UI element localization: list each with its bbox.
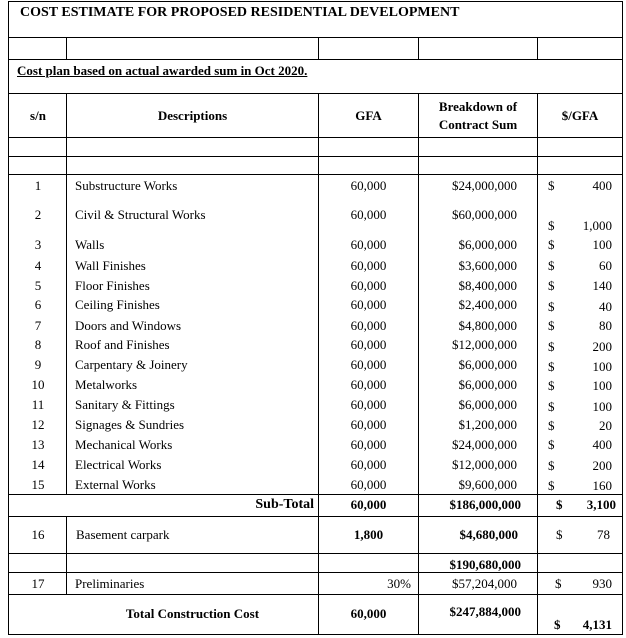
preliminaries-currency: $: [555, 576, 562, 591]
row-currency: $: [548, 478, 555, 493]
row-gfa: 60,000: [350, 178, 387, 193]
subtotal-rate: 3,100: [586, 497, 616, 512]
row-currency: $: [548, 437, 555, 452]
grid-line: [8, 553, 623, 554]
grid-line: [8, 572, 623, 573]
row-description: Floor Finishes: [75, 278, 150, 293]
row-sn: 6: [34, 297, 42, 312]
row-sn: 13: [31, 437, 45, 452]
preliminaries-rate: 930: [592, 576, 612, 591]
row-sn: 8: [34, 337, 42, 352]
total-currency: $: [554, 617, 561, 632]
row-description: External Works: [75, 477, 156, 492]
row-sn: 9: [34, 357, 42, 372]
row-sn: 10: [31, 377, 45, 392]
row-rate: 100: [592, 359, 612, 374]
row-rate: 200: [592, 458, 612, 473]
grid-line: [537, 93, 538, 634]
row-currency: $: [548, 278, 555, 293]
row-gfa: 60,000: [350, 237, 387, 252]
row-rate: 100: [592, 399, 612, 414]
row-rate: 200: [592, 339, 612, 354]
row-sn: 1: [34, 178, 42, 193]
running-total-sum: $190,680,000: [449, 557, 521, 572]
row-description: Ceiling Finishes: [75, 297, 160, 312]
row-currency: $: [548, 458, 555, 473]
row-rate: 400: [592, 437, 612, 452]
header-breakdown: Breakdown of: [438, 99, 518, 114]
row-sn: 5: [34, 278, 42, 293]
grid-line: [8, 37, 623, 38]
row-sn: 7: [34, 318, 42, 333]
preliminaries-percent: 30%: [387, 576, 411, 591]
row-contract-sum: $1,200,000: [458, 417, 517, 432]
total-rate: 4,131: [582, 617, 612, 632]
row-gfa: 60,000: [350, 377, 387, 392]
row-sn: 3: [34, 237, 42, 252]
basement-gfa: 1,800: [353, 527, 384, 542]
row-currency: $: [548, 318, 555, 333]
grid-line: [8, 174, 623, 175]
grid-line: [8, 59, 623, 60]
grid-line: [8, 93, 623, 94]
row-gfa: 60,000: [350, 397, 387, 412]
row-sn: 12: [31, 417, 45, 432]
row-currency: $: [548, 399, 555, 414]
row-gfa: 60,000: [350, 437, 387, 452]
basement-sum: $4,680,000: [459, 527, 518, 542]
row-contract-sum: $6,000,000: [458, 377, 517, 392]
grid-line: [8, 494, 623, 495]
row-description: Signages & Sundries: [75, 417, 185, 432]
grid-line: [8, 156, 623, 157]
row-contract-sum: $12,000,000: [452, 457, 517, 472]
row-currency: $: [548, 418, 555, 433]
row-gfa: 60,000: [350, 457, 387, 472]
row-contract-sum: $6,000,000: [458, 397, 517, 412]
row-contract-sum: $8,400,000: [458, 278, 517, 293]
preliminaries-sn: 17: [31, 576, 45, 591]
row-rate: 100: [592, 237, 612, 252]
row-description: Walls: [75, 237, 105, 252]
header-contract-sum: Contract Sum: [438, 117, 518, 132]
basement-desc: Basement carpark: [76, 527, 170, 542]
total-label: Total Construction Cost: [125, 606, 260, 621]
row-currency: $: [548, 299, 555, 314]
preliminaries-desc: Preliminaries: [75, 576, 145, 591]
header-gfa: GFA: [355, 108, 382, 123]
row-description: Roof and Finishes: [75, 337, 170, 352]
row-rate: 100: [592, 378, 612, 393]
row-gfa: 60,000: [350, 207, 387, 222]
row-sn: 4: [34, 258, 42, 273]
grid-line: [537, 37, 538, 59]
grid-line: [418, 37, 419, 59]
row-gfa: 60,000: [350, 258, 387, 273]
row-rate: 40: [599, 299, 612, 314]
row-description: Doors and Windows: [75, 318, 182, 333]
grid-line: [318, 37, 319, 59]
total-gfa: 60,000: [350, 606, 387, 621]
row-description: Metalworks: [75, 377, 138, 392]
row-rate: 80: [599, 318, 612, 333]
header-descriptions: Descriptions: [157, 108, 228, 123]
basement-rate: 78: [597, 527, 610, 542]
row-contract-sum: $24,000,000: [452, 178, 517, 193]
subtotal-label: Sub-Total: [255, 497, 314, 512]
row-currency: $: [548, 178, 555, 193]
row-currency: $: [548, 258, 555, 273]
row-gfa: 60,000: [350, 297, 387, 312]
grid-line: [8, 516, 623, 517]
row-description: Civil & Structural Works: [75, 207, 206, 222]
row-gfa: 60,000: [350, 278, 387, 293]
row-currency: $: [548, 359, 555, 374]
row-rate: 1,000: [582, 218, 612, 233]
grid-line: [66, 93, 67, 495]
row-currency: $: [548, 237, 555, 252]
row-description: Carpentary & Joinery: [75, 357, 188, 372]
row-gfa: 60,000: [350, 337, 387, 352]
row-currency: $: [548, 218, 555, 233]
basement-sn: 16: [31, 527, 45, 542]
row-description: Substructure Works: [75, 178, 178, 193]
row-rate: 20: [599, 418, 612, 433]
row-contract-sum: $60,000,000: [452, 207, 517, 222]
row-rate: 160: [592, 478, 612, 493]
grid-line: [8, 137, 623, 138]
grid-line: [622, 1, 623, 635]
row-contract-sum: $3,600,000: [458, 258, 517, 273]
header-sn: s/n: [30, 108, 46, 123]
row-gfa: 60,000: [350, 318, 387, 333]
grid-line: [66, 37, 67, 59]
grid-line: [8, 1, 623, 2]
row-contract-sum: $6,000,000: [458, 357, 517, 372]
row-rate: 60: [599, 258, 612, 273]
row-currency: $: [548, 378, 555, 393]
row-description: Wall Finishes: [75, 258, 146, 273]
header-per-gfa: $/GFA: [561, 108, 599, 123]
row-contract-sum: $12,000,000: [452, 337, 517, 352]
subtotal-sum: $186,000,000: [449, 497, 521, 512]
row-sn: 11: [31, 397, 45, 412]
subtitle: Cost plan based on actual awarded sum in Oct 2020.: [17, 63, 308, 78]
row-sn: 2: [34, 207, 42, 222]
row-description: Electrical Works: [75, 457, 162, 472]
grid-line: [8, 634, 623, 635]
row-contract-sum: $4,800,000: [458, 318, 517, 333]
basement-currency: $: [556, 527, 563, 542]
row-gfa: 60,000: [350, 357, 387, 372]
row-contract-sum: $2,400,000: [458, 297, 517, 312]
row-description: Mechanical Works: [75, 437, 173, 452]
preliminaries-sum: $57,204,000: [452, 576, 517, 591]
total-sum: $247,884,000: [449, 604, 521, 619]
grid-line: [8, 594, 623, 595]
subtotal-gfa: 60,000: [350, 497, 387, 512]
row-description: Sanitary & Fittings: [75, 397, 175, 412]
row-rate: 400: [592, 178, 612, 193]
subtotal-currency: $: [556, 497, 563, 512]
row-currency: $: [548, 339, 555, 354]
row-contract-sum: $9,600,000: [458, 477, 517, 492]
row-sn: 15: [31, 477, 45, 492]
row-sn: 14: [31, 457, 45, 472]
row-gfa: 60,000: [350, 417, 387, 432]
row-contract-sum: $24,000,000: [452, 437, 517, 452]
page-title: COST ESTIMATE FOR PROPOSED RESIDENTIAL DEVELOPMENT: [20, 5, 460, 20]
row-gfa: 60,000: [350, 477, 387, 492]
row-contract-sum: $6,000,000: [458, 237, 517, 252]
row-rate: 140: [592, 278, 612, 293]
